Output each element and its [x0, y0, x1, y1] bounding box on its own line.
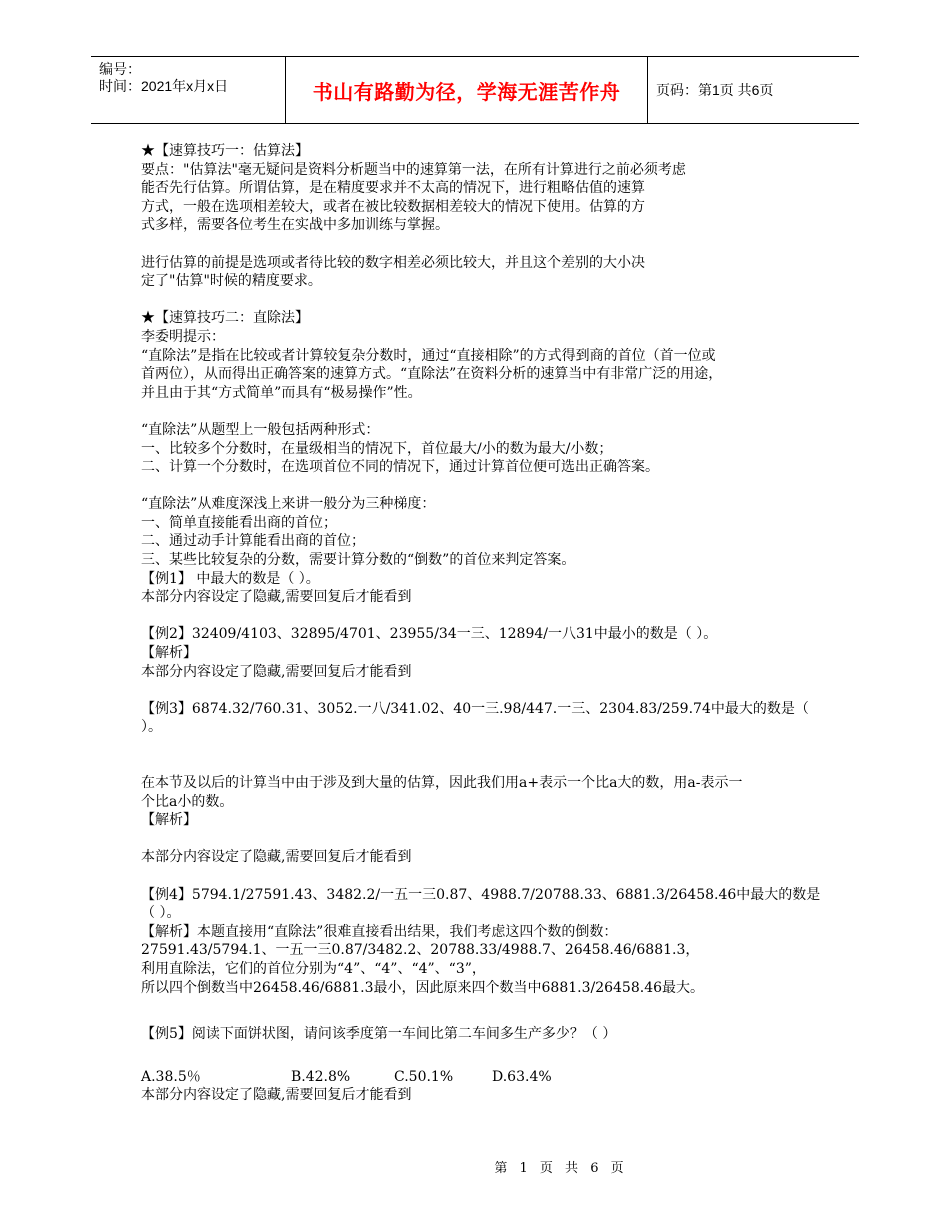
list-item: 二、计算一个分数时，在选项首位不同的情况下，通过计算首位便可选出正确答案。	[141, 459, 659, 476]
paragraph-line: 能否先行估算。所谓估算，是在精度要求并不太高的情况下，进行粗略估值的速算	[141, 180, 645, 197]
example-3-continued: ）。	[141, 719, 162, 736]
option-c: C.50.1%	[394, 1068, 454, 1085]
hidden-content-notice: 本部分内容设定了隐藏,需要回复后才能看到	[141, 1087, 412, 1104]
list-item: 一、比较多个分数时，在量级相当的情况下，首位最大/小的数为最大/小数；	[141, 440, 613, 457]
paragraph-line: “直除法”从题型上一般包括两种形式：	[141, 421, 380, 438]
example-3: 【例3】6874.32/760.31、3052.一八/341.02、40一三.98/447.一三、2304.83/259.74中最大的数是（	[141, 700, 809, 717]
example-1: 【例1】 中最大的数是（ ）。	[141, 570, 320, 587]
header-page-info: 页码：第1页 共6页	[656, 82, 774, 98]
paragraph-line: 首两位），从而得出正确答案的速算方式。“直除法”在资料分析的速算当中有非常广泛的用途，	[141, 366, 723, 383]
paragraph-line: 方式，一般在选项相差较大，或者在被比较数据相差较大的情况下使用。估算的方	[141, 198, 645, 215]
hidden-content-notice: 本部分内容设定了隐藏,需要回复后才能看到	[141, 849, 412, 866]
example-5: 【例5】阅读下面饼状图，请问该季度第一车间比第二车间多生产多少？（ ）	[141, 1026, 617, 1043]
example-4-continued: （ ）。	[141, 905, 181, 922]
section-title-direct-division: ★【速算技巧二：直除法】	[141, 310, 309, 327]
answer-options	[141, 1068, 813, 1087]
document-body	[141, 142, 821, 1105]
analysis-text: 利用直除法，它们的首位分别为“4”、“4”、“4”、“3”，	[141, 960, 486, 977]
paragraph-line: 式多样，需要各位考生在实战中多加训练与掌握。	[141, 217, 449, 234]
list-item: 二、通过动手计算能看出商的首位；	[141, 533, 365, 550]
example-4: 【例4】5794.1/27591.43、3482.2/一五一三0.87、4988.7/20788.33、6881.3/26458.46中最大的数是	[141, 886, 821, 903]
paragraph-line: 要点："估算法"毫无疑问是资料分析题当中的速算第一法，在所有计算进行之前必须考虑	[141, 161, 686, 178]
analysis-text: 所以四个倒数当中26458.46/6881.3最小，因此原来四个数当中6881.3/26458.46最大。	[141, 979, 705, 996]
paragraph-line: 进行估算的前提是选项或者待比较的数字相差必须比较大，并且这个差别的大小决	[141, 254, 645, 271]
paragraph-line: 个比a小的数。	[141, 793, 234, 810]
option-b: B.42.8%	[291, 1068, 351, 1085]
option-a: A.38.5％	[141, 1068, 201, 1085]
hidden-content-notice: 本部分内容设定了隐藏,需要回复后才能看到	[141, 589, 412, 606]
paragraph-line: 李委明提示：	[141, 328, 225, 345]
header-motto: 书山有路勤为径，学海无涯苦作舟	[285, 57, 648, 123]
page-header	[91, 56, 859, 124]
option-d: D.63.4%	[492, 1068, 552, 1085]
paragraph-line: 并且由于其“方式简单”而具有“极易操作”性。	[141, 384, 422, 401]
paragraph-line: 在本节及以后的计算当中由于涉及到大量的估算，因此我们用a+表示一个比a大的数，用a-表示一	[141, 775, 743, 791]
list-item: 一、简单直接能看出商的首位；	[141, 514, 337, 531]
footer-page-number: 第 1 页 共 6 页	[494, 1161, 628, 1176]
hidden-content-notice: 本部分内容设定了隐藏,需要回复后才能看到	[141, 663, 412, 680]
list-item: 三、某些比较复杂的分数，需要计算分数的“倒数”的首位来判定答案。	[141, 552, 576, 569]
analysis-text: 27591.43/5794.1、一五一三0.87/3482.2、20788.33/4988.7、26458.46/6881.3，	[141, 942, 700, 959]
example-2: 【例2】32409/4103、32895/4701、23955/34一三、12894/一八31中最小的数是（ ）。	[141, 626, 718, 643]
analysis-text: 【解析】本题直接用“直除法”很难直接看出结果，我们考虑这四个数的倒数：	[141, 923, 618, 940]
header-meta	[91, 57, 285, 123]
section-title-estimation: ★【速算技巧一：估算法】	[141, 143, 309, 159]
analysis-label: 【解析】	[141, 812, 197, 829]
page-footer	[0, 1157, 950, 1176]
paragraph-line: “直除法”从难度深浅上来讲一般分为三种梯度：	[141, 496, 436, 513]
paragraph-line: 定了"估算"时候的精度要求。	[141, 273, 322, 290]
document-date: 时间：2021年x月x日	[99, 78, 229, 94]
analysis-label: 【解析】	[141, 645, 197, 662]
document-number-label: 编号：	[99, 61, 141, 77]
paragraph-line: “直除法”是指在比较或者计算较复杂分数时，通过“直接相除”的方式得到商的首位（首一位或	[141, 347, 716, 364]
